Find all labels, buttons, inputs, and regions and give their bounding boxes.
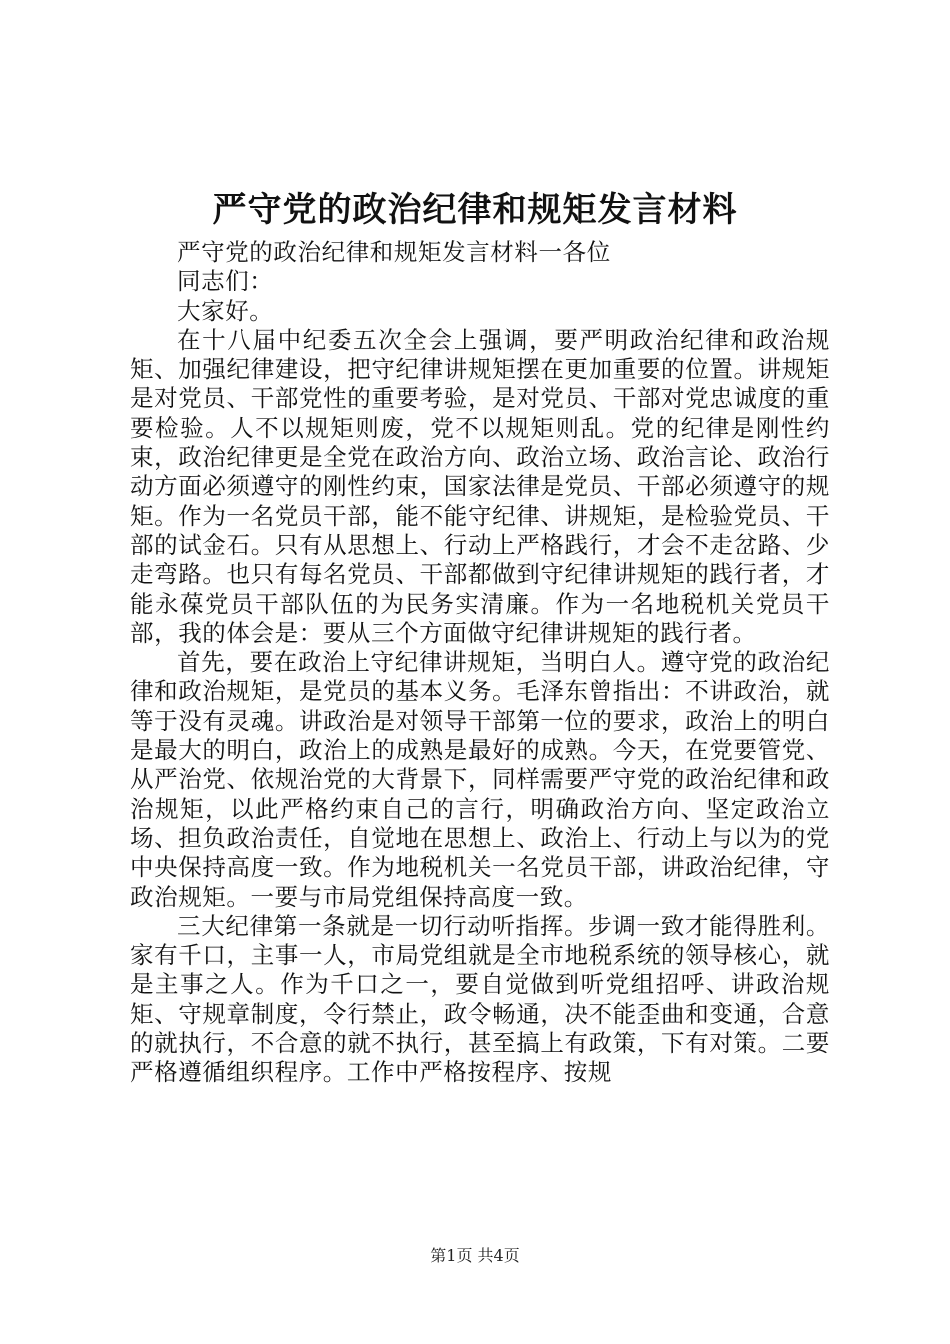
page-number-footer: 第1页 共4页 [430, 1246, 520, 1265]
paragraph: 首先，要在政治上守纪律讲规矩，当明白人。遵守党的政治纪律和政治规矩，是党员的基本义务。毛泽东曾指出：不讲政治，就等于没有灵魂。讲政治是对领导干部第一位的要求，政治上的明白是最大的明白，政治上的成熟是最好的成熟。今天，在党要管党、从严治党、依规治党的大背景下，同样需要严守党的政治纪律和政治规矩，以此严格约束自己的言行，明确政治方向、坚定政治立场、担负政治责任，自觉地在思想上、政治上、行动上与以为的党中央保持高度一致。作为地税机关一名党员干部，讲政治纪律，守政治规矩。一要与市局党组保持高度一致。 [130, 648, 830, 911]
paragraph: 大家好。 [177, 296, 274, 325]
document-title: 严守党的政治纪律和规矩发言材料 [212, 190, 738, 230]
paragraph: 同志们： [177, 267, 274, 296]
paragraph: 在十八届中纪委五次全会上强调，要严明政治纪律和政治规矩、加强纪律建设，把守纪律讲规矩摆在更加重要的位置。讲规矩是对党员、干部党性的重要考验，是对党员、干部对党忠诚度的重要检验。人不以规矩则废，党不以规矩则乱。党的纪律是刚性约束，政治纪律更是全党在政治方向、政治立场、政治言论、政治行动方面必须遵守的刚性约束，国家法律是党员、干部必须遵守的规矩。作为一名党员干部，能不能守纪律、讲规矩，是检验党员、干部的试金石。只有从思想上、行动上严格践行，才会不走岔路、少走弯路。也只有每名党员、干部都做到守纪律讲规矩的践行者，才能永葆党员干部队伍的为民务实清廉。作为一名地税机关党员干部，我的体会是：要从三个方面做守纪律讲规矩的践行者。 [130, 325, 830, 647]
document-body [130, 238, 830, 1088]
paragraph: 严守党的政治纪律和规矩发言材料一各位 [177, 238, 611, 266]
paragraph: 三大纪律第一条就是一切行动听指挥。步调一致才能得胜利。家有千口，主事一人，市局党组就是全市地税系统的领导核心，就是主事之人。作为千口之一，要自觉做到听党组招呼、讲政治规矩、守规章制度，令行禁止，政令畅通，决不能歪曲和变通，合意的就执行，不合意的就不执行，甚至搞上有政策，下有对策。二要严格遵循组织程序。工作中严格按程序、按规 [130, 911, 830, 1087]
